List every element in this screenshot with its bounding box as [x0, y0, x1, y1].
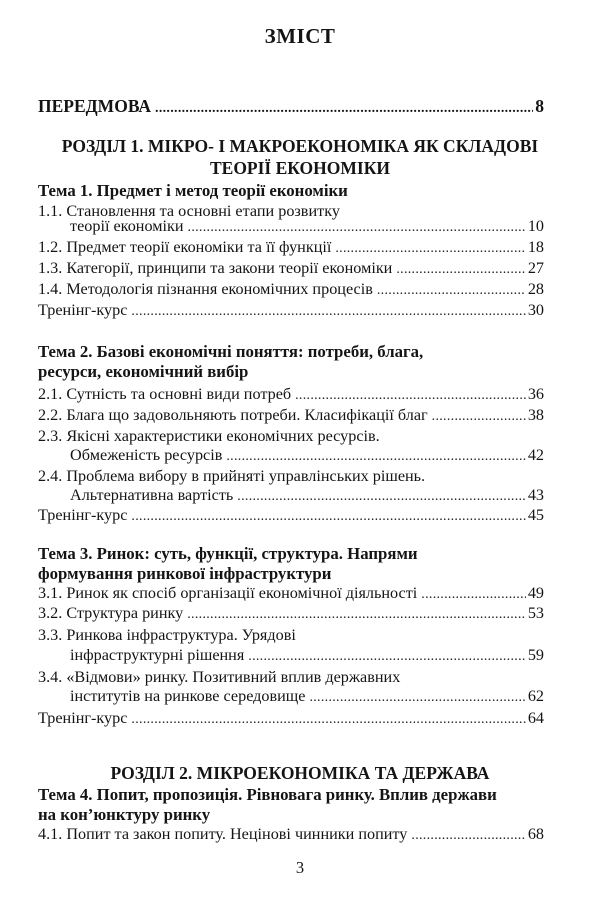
toc-entry-page: 28 [527, 280, 544, 298]
leader-dots [131, 507, 525, 527]
toc-entry-page: 8 [535, 96, 544, 116]
toc-entry-label: 2.1. Сутність та основні види потреб [38, 385, 292, 403]
toc-entry-page: 49 [527, 584, 544, 602]
toc-entry-page: 53 [527, 604, 544, 622]
toc-entry-page: 38 [527, 406, 544, 424]
leader-dots [226, 447, 525, 467]
toc-entry [70, 216, 544, 238]
topic-heading-3: Тема 3. Ринок: суть, функції, структура. Напрями [38, 544, 418, 563]
leader-dots [187, 605, 526, 625]
leader-dots [188, 218, 526, 238]
toc-entry-label: 3.2. Структура ринку [38, 604, 184, 622]
toc-entry [38, 300, 544, 322]
toc-entry [38, 384, 544, 406]
toc-entry [38, 258, 544, 280]
toc-entry-label: 4.1. Попит та закон попиту. Нецінові чинники попиту [38, 825, 408, 843]
leader-dots [432, 407, 526, 427]
toc-entry [38, 279, 544, 301]
toc-entry-label: Альтернативна вартість [70, 486, 234, 504]
toc-entry-label: Тренінг-курс [38, 709, 128, 727]
page-title: ЗМІСТ [264, 24, 336, 48]
topic-heading-4-cont: на кон’юнктуру ринку [38, 805, 211, 824]
leader-dots [377, 281, 526, 301]
toc-entry-page: 64 [527, 709, 544, 727]
leader-dots [131, 302, 525, 322]
toc-entry-page: 18 [527, 238, 544, 256]
leader-dots [237, 487, 526, 507]
toc-entry [38, 824, 544, 846]
toc-entry-label: 3.4. «Відмови» ринку. Позитивний вплив державних [38, 668, 401, 686]
toc-entry-label: 2.3. Якісні характеристики економічних ресурсів. [38, 427, 380, 445]
section-heading-line: РОЗДІЛ 2. МІКРОЕКОНОМІКА ТА ДЕРЖАВА [110, 763, 490, 783]
leader-dots [335, 239, 525, 259]
topic-heading-2-cont: ресурси, економічний вибір [38, 362, 249, 381]
section-heading-2 [30, 762, 570, 784]
toc-entry-label: Тренінг-курс [38, 301, 128, 319]
toc-entry-label: інститутів на ринкове середовище [70, 687, 306, 705]
toc-entry [38, 708, 544, 730]
toc-entry-label: 3.1. Ринок як спосіб організації економічної діяльності [38, 584, 418, 602]
toc-entry-label: 2.4. Проблема вибору в прийняті управлінських рішень. [38, 467, 426, 485]
toc-entry [38, 405, 544, 427]
toc-entry-label: теорії економіки [70, 217, 184, 235]
toc-entry [38, 237, 544, 259]
topic-heading-4: Тема 4. Попит, пропозиція. Рівновага ринку. Вплив держави [38, 785, 497, 804]
toc-entry [70, 645, 544, 667]
toc-entry-preface [38, 96, 544, 119]
toc-entry-page: 45 [527, 506, 544, 524]
topic-heading-3-cont: формування ринкової інфраструктури [38, 564, 332, 583]
toc-entry-page: 30 [527, 301, 544, 319]
toc-entry-page: 10 [527, 217, 544, 235]
toc-entry-label: 1.3. Категорії, принципи та закони теорії економіки [38, 259, 393, 277]
leader-dots [309, 688, 525, 708]
toc-entry-page: 42 [527, 446, 544, 464]
toc-entry-page: 27 [527, 259, 544, 277]
topic-heading-1: Тема 1. Предмет і метод теорії економіки [38, 181, 348, 200]
toc-entry-label: Обмеженість ресурсів [70, 446, 223, 464]
toc-entry-label: 1.1. Становлення та основні етапи розвитку [38, 202, 340, 220]
leader-dots [248, 647, 526, 667]
toc-entry-page: 59 [527, 646, 544, 664]
topic-heading-2: Тема 2. Базові економічні поняття: потреби, блага, [38, 342, 424, 361]
toc-entry-label: інфраструктурні рішення [70, 646, 245, 664]
section-heading-line: РОЗДІЛ 1. МІКРО- І МАКРОЕКОНОМІКА ЯК СКЛАДОВІ [61, 136, 539, 156]
section-heading-1 [30, 135, 570, 179]
toc-entry-page: 62 [527, 687, 544, 705]
toc-entry-label: 2.2. Блага що задовольняють потреби. Класифікації благ [38, 406, 428, 424]
leader-dots [411, 826, 525, 846]
toc-entry-page: 43 [527, 486, 544, 504]
leader-dots [155, 99, 533, 119]
toc-entry [70, 686, 544, 708]
toc-entry-label: Тренінг-курс [38, 506, 128, 524]
toc-entry [38, 603, 544, 625]
toc-entry [38, 583, 544, 605]
toc-entry-page: 68 [527, 825, 544, 843]
leader-dots [396, 260, 525, 280]
leader-dots [131, 710, 525, 730]
toc-entry-label: 1.2. Предмет теорії економіки та її функції [38, 238, 332, 256]
section-heading-line: ТЕОРІЇ ЕКОНОМІКИ [209, 158, 391, 178]
toc-entry-label: 3.3. Ринкова інфраструктура. Урядові [38, 626, 296, 644]
toc-entry-label: 1.4. Методологія пізнання економічних процесів [38, 280, 373, 298]
toc-entry-label: ПЕРЕДМОВА [38, 96, 152, 116]
toc-entry [70, 485, 544, 507]
leader-dots [421, 585, 526, 605]
toc-entry [70, 445, 544, 467]
toc-entry [38, 505, 544, 527]
leader-dots [295, 386, 526, 406]
page-number: 3 [295, 858, 305, 877]
toc-entry-page: 36 [527, 385, 544, 403]
